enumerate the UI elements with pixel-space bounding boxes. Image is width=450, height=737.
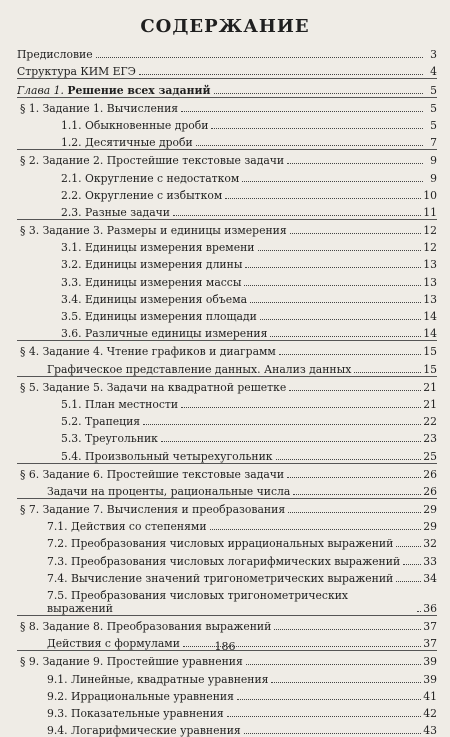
toc-entry-page: 23 — [423, 432, 437, 446]
toc-entry-label: § 9. Задание 9. Простейшие уравнения — [20, 655, 243, 669]
toc-entry-label: 5.3. Треугольник — [61, 432, 158, 446]
toc-entry-page: 41 — [423, 689, 437, 703]
toc-subsection — [17, 289, 437, 306]
toc-entry-page: 15 — [423, 362, 437, 376]
toc-entry-page: 37 — [423, 637, 437, 651]
toc-entry-page: 12 — [423, 241, 437, 255]
toc-entry-page: 13 — [423, 258, 437, 272]
toc-subsection — [17, 167, 437, 184]
toc-entry-label: Графическое представление данных. Анализ данных — [47, 362, 352, 376]
toc-subsection — [17, 550, 437, 567]
toc-entry-page: 13 — [423, 292, 437, 306]
toc-entry-structure — [17, 61, 437, 78]
dot-leader — [210, 519, 422, 530]
toc-entry-page: 11 — [423, 205, 437, 219]
dot-leader — [242, 171, 423, 182]
dot-leader — [276, 449, 422, 460]
table-of-contents — [17, 44, 437, 737]
toc-subsection — [17, 428, 437, 445]
toc-entry-label: § 2. Задание 2. Простейшие текстовые задачи — [20, 154, 285, 168]
toc-entry-page: 34 — [423, 571, 437, 585]
toc-subsection — [17, 185, 437, 202]
toc-entry-page: 5 — [430, 83, 437, 97]
toc-entry-page: 43 — [423, 724, 437, 737]
toc-entry-label: 3.3. Единицы измерения массы — [61, 275, 242, 289]
dot-leader — [270, 326, 421, 337]
toc-subsection — [17, 568, 437, 585]
toc-subsection — [17, 323, 437, 340]
toc-entry-page: 14 — [423, 327, 437, 341]
toc-entry-label: 9.4. Логарифмические уравнения — [47, 724, 241, 737]
dot-leader — [279, 344, 421, 355]
toc-subsection — [17, 720, 437, 737]
toc-entry-label: Структура КИМ ЕГЭ — [17, 65, 136, 79]
toc-entry-chapter — [17, 78, 437, 96]
toc-entry-label: 5.4. Произвольный четырехугольник — [61, 449, 273, 463]
page-title: СОДЕРЖАНИЕ — [140, 16, 310, 37]
toc-entry-label: 2.2. Округление с избытком — [61, 188, 223, 202]
toc-entry-page: 21 — [423, 380, 437, 394]
toc-entry-label: Действия с формулами — [47, 637, 180, 651]
dot-leader — [196, 135, 423, 146]
toc-entry-page: 5 — [430, 101, 437, 115]
dot-leader — [290, 223, 422, 234]
dot-leader — [181, 101, 423, 112]
dot-leader — [227, 706, 422, 717]
toc-entry-label: § 1. Задание 1. Вычисления — [20, 101, 179, 115]
toc-entry-label: 9.1. Линейные, квадратные уравнения — [47, 672, 269, 686]
toc-subsection — [17, 668, 437, 685]
dot-leader — [250, 292, 421, 303]
chapter-title: Решение всех заданий — [67, 83, 211, 97]
toc-entry-label: § 5. Задание 5. Задачи на квадратной решетке — [20, 380, 287, 394]
dot-leader — [287, 153, 423, 164]
toc-entry-page: 29 — [423, 503, 437, 517]
dot-leader — [245, 257, 421, 268]
toc-entry-label: 7.1. Действия со степенями — [47, 520, 207, 534]
toc-entry-label — [17, 84, 211, 97]
toc-entry-label: 2.1. Округление с недостатком — [61, 171, 240, 185]
toc-section — [17, 463, 437, 481]
toc-subsection — [17, 516, 437, 533]
toc-subsection — [17, 254, 437, 271]
toc-entry-label: 3.2. Единицы измерения длины — [61, 258, 243, 272]
toc-entry-page: 4 — [430, 65, 437, 79]
toc-entry-label: § 8. Задание 8. Преобразования выражений — [20, 620, 272, 633]
toc-entry-page: 10 — [423, 188, 437, 202]
toc-entry-label: 5.1. План местности — [61, 397, 179, 411]
toc-entry-page: 25 — [423, 449, 437, 463]
toc-entry-preface — [17, 44, 437, 61]
toc-entry-label: § 3. Задание 3. Размеры и единицы измерения — [20, 224, 287, 238]
dot-leader — [289, 380, 421, 391]
dot-leader — [403, 554, 421, 565]
toc-entry-label: § 6. Задание 6. Простейшие текстовые задачи — [20, 467, 285, 481]
dot-leader — [244, 723, 422, 734]
dot-leader — [288, 502, 421, 513]
page-number: 186 — [214, 640, 236, 653]
toc-entry-label: 5.2. Трапеция — [61, 415, 141, 429]
toc-subsection — [17, 132, 437, 149]
toc-entry-label: 7.3. Преобразования числовых логарифмических выражений — [47, 554, 401, 568]
dot-leader — [237, 689, 421, 700]
toc-entry-page: 13 — [423, 275, 437, 289]
toc-entry-page: 36 — [423, 601, 437, 615]
toc-entry-label: Задачи на проценты, рациональные числа — [47, 484, 291, 498]
toc-entry-label: § 7. Задание 7. Вычисления и преобразования — [20, 503, 286, 517]
toc-section — [17, 97, 437, 115]
dot-leader — [181, 397, 421, 408]
dot-leader — [161, 431, 421, 442]
dot-leader — [293, 484, 421, 495]
toc-entry-page: 26 — [423, 484, 437, 498]
toc-entry-page: 12 — [423, 224, 437, 238]
dot-leader — [258, 240, 422, 251]
dot-leader — [396, 536, 421, 547]
dot-leader — [244, 275, 421, 286]
dot-leader — [214, 83, 424, 94]
toc-entry-page: 14 — [423, 310, 437, 323]
toc-subsection — [17, 411, 437, 428]
toc-entry-page: 26 — [423, 467, 437, 481]
toc-entry-page: 5 — [430, 118, 437, 132]
toc-entry-label: 1.2. Десятичные дроби — [61, 136, 193, 150]
toc-entry-label: 1.1. Обыкновенные дроби — [61, 118, 209, 132]
dot-leader — [274, 619, 421, 630]
toc-entry-label: 3.5. Единицы измерения площади — [61, 310, 257, 323]
toc-entry-page: 33 — [423, 554, 437, 568]
dot-leader — [143, 414, 421, 425]
toc-section — [17, 219, 437, 237]
toc-entry-page: 29 — [423, 520, 437, 534]
toc-entry-label: 7.4. Вычисление значений тригонометрических выражений — [47, 571, 394, 585]
toc-section — [17, 498, 437, 516]
dot-leader — [271, 672, 421, 683]
toc-entry-page: 39 — [423, 672, 437, 686]
toc-entry-label: 3.1. Единицы измерения времени — [61, 241, 255, 255]
toc-subsection — [17, 585, 437, 615]
dot-leader — [96, 47, 423, 58]
toc-entry-label: 7.5. Преобразования числовых тригонометрических выражений — [47, 588, 348, 615]
dot-leader — [211, 118, 423, 129]
toc-entry-label: 3.6. Различные единицы измерения — [61, 327, 268, 341]
toc-subsection — [17, 271, 437, 288]
toc-entry-label: 3.4. Единицы измерения объема — [61, 292, 248, 306]
toc-entry-label: 2.3. Разные задачи — [61, 205, 170, 219]
toc-subsection — [17, 533, 437, 550]
toc-entry-label: Предисловие — [17, 48, 93, 62]
toc-entry-page: 3 — [430, 48, 437, 62]
toc-entry-page: 37 — [423, 620, 437, 633]
dot-leader — [354, 362, 421, 373]
dot-leader — [225, 188, 421, 199]
dot-leader — [173, 205, 421, 216]
toc-entry-page: 9 — [430, 154, 437, 168]
toc-entry-page: 21 — [423, 397, 437, 411]
toc-entry-label: 7.2. Преобразования числовых иррациональных выражений — [47, 537, 394, 551]
toc-section — [17, 340, 437, 358]
toc-subsection — [17, 703, 437, 720]
dot-leader — [396, 571, 421, 582]
toc-subsection — [17, 445, 437, 462]
toc-entry-page: 22 — [423, 415, 437, 429]
toc-subsection — [17, 358, 437, 375]
dot-leader — [417, 601, 421, 612]
toc-subsection — [17, 481, 437, 498]
toc-section — [17, 149, 437, 167]
toc-entry-page: 15 — [423, 345, 437, 359]
toc-entry-page: 9 — [430, 171, 437, 185]
toc-subsection — [17, 306, 437, 323]
toc-entry-label: 9.2. Иррациональные уравнения — [47, 689, 234, 703]
toc-entry-page: 32 — [423, 537, 437, 551]
toc-entry-page: 42 — [423, 706, 437, 720]
toc-section — [17, 376, 437, 394]
dot-leader — [139, 64, 423, 75]
dot-leader — [260, 309, 421, 320]
toc-entry-page: 39 — [423, 655, 437, 669]
dot-leader — [287, 467, 421, 478]
toc-subsection — [17, 237, 437, 254]
chapter-prefix: Глава 1. — [17, 83, 64, 97]
toc-subsection — [17, 686, 437, 703]
toc-subsection — [17, 394, 437, 411]
toc-entry-label: § 4. Задание 4. Чтение графиков и диаграмм — [20, 345, 276, 359]
toc-entry-page: 7 — [430, 136, 437, 150]
toc-entry-label: 9.3. Показательные уравнения — [47, 706, 224, 720]
toc-subsection — [17, 115, 437, 132]
toc-section — [17, 615, 437, 633]
toc-subsection — [17, 202, 437, 219]
